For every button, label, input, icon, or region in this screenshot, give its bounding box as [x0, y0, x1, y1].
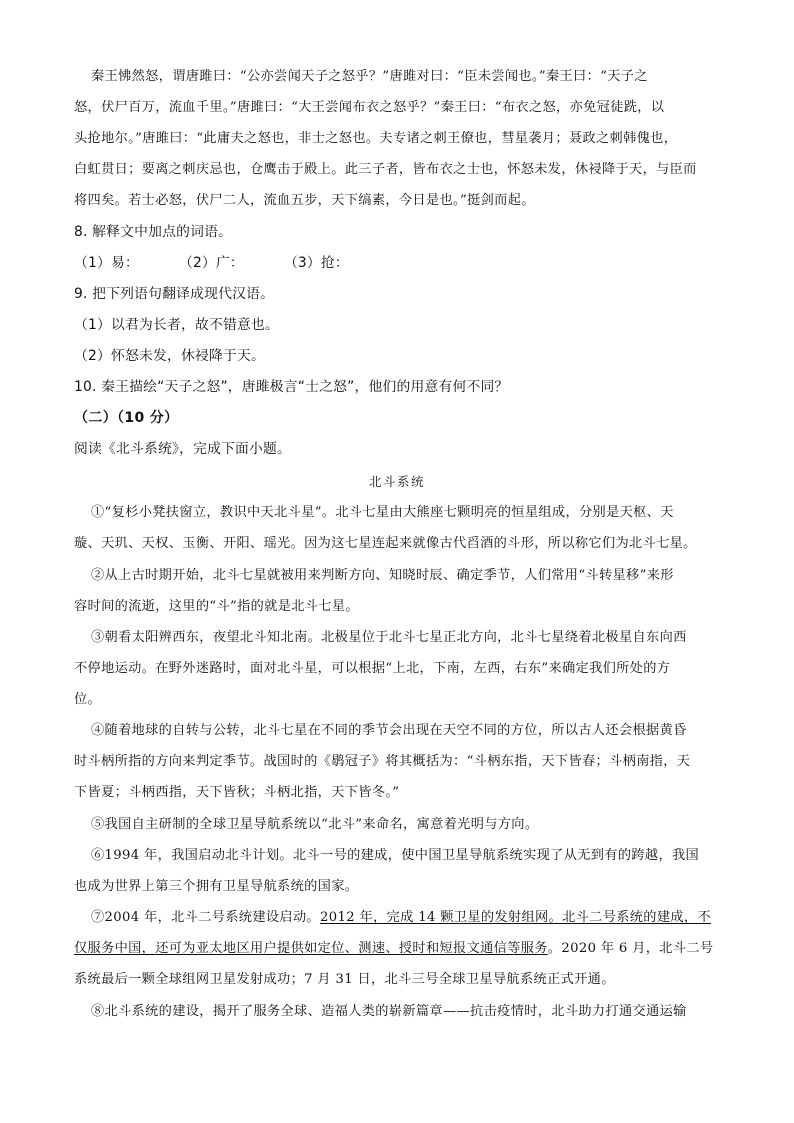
section-2-instruction: 阅读《北斗系统》，完成下面小题。 [74, 441, 292, 457]
article-title: 北斗系统 [368, 474, 425, 489]
p6-line-2: 也成为世界上第三个拥有卫星导航系统的国家。 [74, 879, 359, 894]
question-8-items [74, 253, 724, 273]
p3-line-2: 不停地运动。在野外迷路时，面对北斗星，可以根据“上北，下南，左西，右东”来确定我们所处的方 [74, 661, 671, 676]
section-2-heading: （二）（10 分） [74, 410, 179, 426]
passage1-line-5: 将四矣。若士必怒，伏尸二人，流血五步，天下缟素，今日是也。”挺剑而起。 [74, 193, 535, 208]
question-9: 9. 把下列语句翻译成现代汉语。 [74, 286, 275, 302]
p7-line-3: 系统最后一颗全球组网卫星发射成功；7 月 31 日，北斗三号全球卫星导航系统正式开通。 [74, 972, 615, 987]
q8-item-3: （3）抢： [283, 255, 349, 271]
p7-underlined-sentence-b: 仅服务中国，还可为亚太地区用户提供如定位、测速、授时和短报文通信等服务 [74, 941, 548, 956]
p5-line-1: ⑤我国自主研制的全球卫星导航系统以“北斗”来命名，寓意着光明与方向。 [91, 817, 539, 832]
p7-line-2-plain: 。2020 年 6 月，北斗二号 [547, 941, 714, 956]
p7-line-2 [74, 939, 724, 959]
q8-item-2: （2）广： [178, 255, 244, 271]
p3-line-1: ③朝看太阳辨西东，夜望北斗知北南。北极星位于北斗七星正北方向，北斗七星绕着北极星自东向西 [91, 630, 687, 645]
p4-line-1: ④随着地球的自转与公转，北斗七星在不同的季节会出现在天空不同的方位，所以古人还会根据黄昏 [91, 723, 687, 738]
question-9-1: （1）以君为长者，故不错意也。 [74, 317, 279, 333]
p3-line-3: 位。 [74, 692, 102, 707]
p6-line-1: ⑥1994 年，我国启动北斗计划。北斗一号的建成，使中国卫星导航系统实现了从无到有的跨越，我国 [91, 848, 700, 863]
q8-item-1: （1）易： [74, 255, 139, 271]
p7-line-1 [91, 908, 741, 928]
p1-line-2: 璇、天玑、天权、玉衡、开阳、瑶光。因为这七星连起来就像古代舀酒的斗形，所以称它们为北斗七星。 [74, 536, 697, 551]
p2-line-1: ②从上古时期开始，北斗七星就被用来判断方向、知晓时辰、确定季节，人们常用“斗转星移”来形 [91, 568, 674, 583]
passage1-line-1: 秦王怫然怒，谓唐雎曰：“公亦尝闻天子之怒乎？”唐雎对曰：“臣未尝闻也。”秦王曰：“天子之 [91, 69, 648, 84]
p7-line-1-plain: ⑦2004 年，北斗二号系统建设启动。 [91, 910, 321, 925]
passage1-line-2: 怒，伏尸百万，流血千里。”唐雎曰：“大王尝闻布衣之怒乎？”秦王曰：“布衣之怒，亦免冠徒跣，以 [74, 100, 665, 115]
p8-line-1: ⑧北斗系统的建设，揭开了服务全球、造福人类的崭新篇章——抗击疫情时，北斗助力打通交通运输 [91, 1004, 687, 1019]
p4-line-2: 时斗柄所指的方向来判定季节。战国时的《鹖冠子》将其概括为：“斗柄东指，天下皆春；斗柄南指，天 [74, 754, 691, 769]
question-10: 10. 秦王描绘“天子之怒”，唐雎极言“士之怒”，他们的用意有何不同？ [74, 379, 509, 395]
passage1-line-4: 白虹贯日；要离之刺庆忌也，仓鹰击于殿上。此三子者，皆布衣之士也，怀怒未发，休祲降于天，与臣而 [74, 162, 697, 177]
p4-line-3: 下皆夏；斗柄西指，天下皆秋；斗柄北指，天下皆冬。” [74, 785, 400, 800]
question-9-2: （2）怀怒未发，休祲降于天。 [74, 348, 265, 364]
p1-line-1: ①“复杉小凳扶窗立，教识中天北斗星”。北斗七星由大熊座七颗明亮的恒星组成，分别是天枢、天 [91, 505, 674, 520]
question-8: 8. 解释文中加点的词语。 [74, 224, 233, 240]
p7-underlined-sentence-a: 2012 年，完成 14 颗卫星的发射组网。北斗二号系统的建成，不 [320, 910, 711, 925]
passage1-line-3: 头抢地尔。”唐雎曰：“此庸夫之怒也，非士之怒也。夫专诸之刺王僚也，彗星袭月；聂政之刺韩傀也， [74, 131, 678, 146]
p2-line-2: 容时间的流逝，这里的“斗”指的就是北斗七星。 [74, 599, 359, 614]
